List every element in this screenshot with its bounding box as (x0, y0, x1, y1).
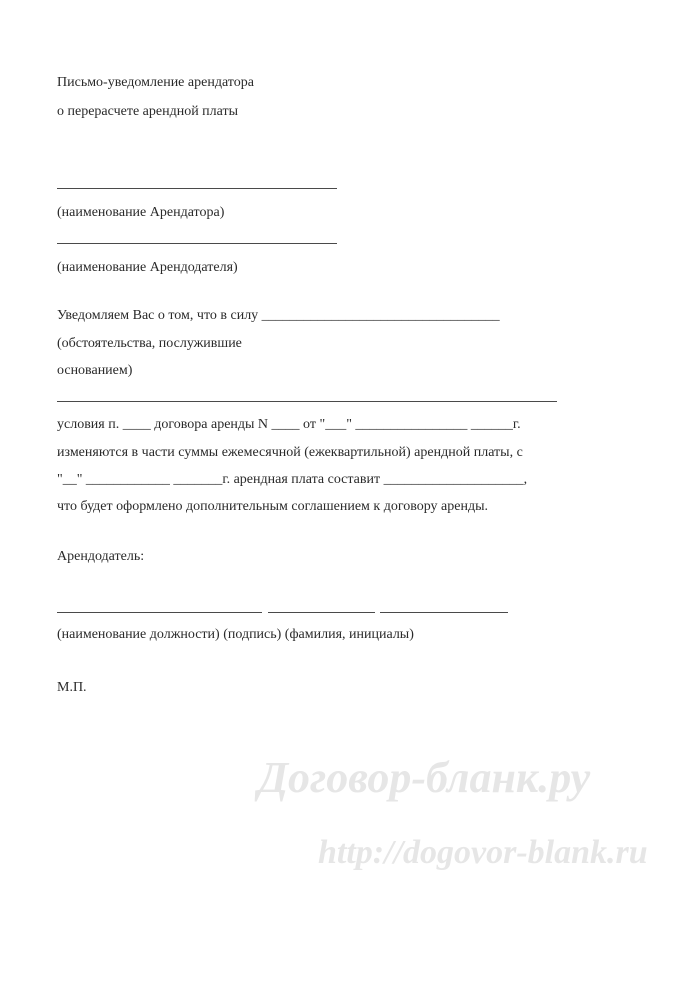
rent-change-line: изменяются в части суммы ежемесячной (ежеквартильной) арендной платы, с (57, 445, 523, 460)
watermark-brand: Договор-бланк.ру (258, 753, 591, 802)
watermark-url: http://dogovor-blank.ru (318, 834, 648, 871)
landlord-caption: (наименование Арендодателя) (57, 260, 238, 275)
fullname-field (380, 612, 508, 613)
notice-intro: Уведомляем Вас о том, что в силу __________________________________ (57, 308, 500, 323)
agreement-line: что будет оформлено дополнительным соглашением к договору аренды. (57, 499, 489, 514)
circumstances-note-line-1: (обстоятельства, послужившие (57, 336, 242, 351)
tenant-caption: (наименование Арендатора) (57, 205, 225, 220)
stamp-placeholder: М.П. (57, 680, 87, 695)
contract-clause-line: условия п. ____ договора аренды N ____ от "___" ________________ ______г. (57, 417, 521, 432)
document-title-line-2: о перерасчете арендной платы (57, 104, 239, 119)
position-field (57, 612, 262, 613)
circumstances-note-line-2: основанием) (57, 363, 133, 378)
landlord-name-field (57, 243, 337, 244)
signature-caption: (наименование должности) (подпись) (фамилия, инициалы) (57, 627, 414, 642)
new-rent-line: "__" ____________ _______г. арендная плата составит ____________________, (57, 472, 528, 487)
signature-field (268, 612, 375, 613)
document-title-line-1: Письмо-уведомление арендатора (57, 75, 254, 90)
tenant-name-field (57, 188, 337, 189)
landlord-signature-label: Арендодатель: (57, 549, 145, 564)
circumstances-field (57, 401, 557, 402)
